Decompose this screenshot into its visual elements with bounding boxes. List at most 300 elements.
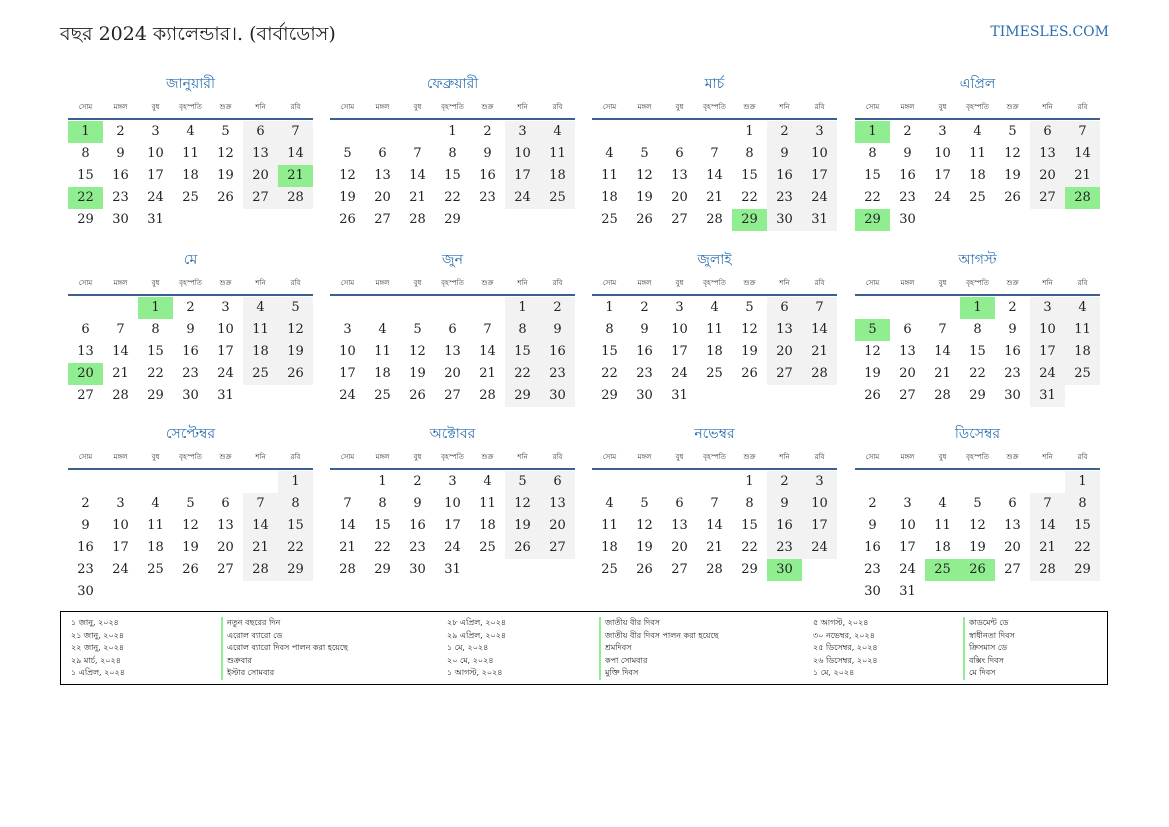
day-cell: 6 — [767, 297, 802, 319]
day-cell: 22 — [1065, 537, 1100, 559]
empty-cell — [890, 297, 925, 319]
weekday-header — [330, 446, 575, 468]
day-cell: 11 — [374, 344, 391, 359]
day-cell: 7 — [116, 322, 125, 337]
day-cell: 3 — [675, 300, 684, 315]
day-cell: 19 — [741, 344, 758, 359]
day-cell: 25 — [374, 388, 391, 403]
day-cell: 19 — [505, 515, 540, 537]
day-cell: 20 — [767, 341, 802, 363]
day-cell: 23 — [636, 366, 653, 381]
day-cell: 29 — [77, 212, 94, 227]
day-cell: 20 — [444, 366, 461, 381]
holiday-name: মুক্তি দিবস — [599, 667, 638, 680]
weekday-label: রবি — [814, 279, 825, 287]
day-cell: 29 — [444, 212, 461, 227]
weekday-label: শুক্র — [481, 279, 494, 287]
day-cell: 10 — [444, 496, 461, 511]
holiday-date: ২৬ ডিসেম্বর, ২০২৪ — [813, 655, 878, 665]
empty-cell — [330, 471, 365, 493]
empty-cell — [400, 297, 435, 319]
weekday-label: মঙ্গল — [375, 279, 390, 287]
day-cell: 30 — [864, 584, 881, 599]
holiday-name: জাতীয় বীর দিবস — [599, 617, 660, 630]
day-cell: 10 — [505, 143, 540, 165]
day-cell: 16 — [767, 515, 802, 537]
weekday-label: শুক্র — [481, 103, 494, 111]
day-cell: 31 — [1030, 385, 1065, 407]
day-cell: 9 — [540, 319, 575, 341]
weekday-label: শনি — [779, 279, 790, 287]
day-cell: 31 — [899, 584, 916, 599]
day-cell: 5 — [973, 496, 982, 511]
day-cell: 25 — [479, 540, 496, 555]
day-cell: 20 — [374, 190, 391, 205]
weekday-label: রবি — [814, 103, 825, 111]
holiday-date: ১ আগস্ট, ২০২৪ — [447, 668, 503, 677]
day-cell: 15 — [147, 344, 164, 359]
day-cell: 23 — [540, 363, 575, 385]
month-name: আগস্ট — [958, 252, 997, 268]
day-grid — [855, 471, 1100, 603]
day-cell: 14 — [802, 319, 837, 341]
empty-cell — [662, 471, 697, 493]
weekday-label: বুধ — [151, 279, 160, 287]
day-cell: 24 — [147, 190, 164, 205]
day-cell: 25 — [601, 212, 618, 227]
month-name: সেপ্টেম্বর — [165, 426, 216, 442]
day-cell: 17 — [147, 168, 164, 183]
weekday-label: রবি — [1077, 453, 1088, 461]
day-cell: 15 — [77, 168, 94, 183]
day-cell: 8 — [745, 146, 754, 161]
day-cell: 28 — [409, 212, 426, 227]
day-cell: 1 — [745, 474, 754, 489]
day-cell: 10 — [802, 143, 837, 165]
month-name: জুন — [442, 252, 463, 268]
weekday-label: বৃহস্পতি — [703, 103, 726, 111]
day-cell: 6 — [81, 322, 90, 337]
day-cell: 2 — [540, 297, 575, 319]
day-cell: 13 — [540, 493, 575, 515]
day-cell: 28 — [706, 562, 723, 577]
day-cell: 18 — [601, 540, 618, 555]
day-cell: 24 — [444, 540, 461, 555]
day-cell: 22 — [147, 366, 164, 381]
empty-cell — [365, 297, 400, 319]
weekday-label: বুধ — [675, 103, 684, 111]
day-cell: 8 — [745, 496, 754, 511]
day-cell: 6 — [903, 322, 912, 337]
day-cell: 15 — [374, 518, 391, 533]
day-cell: 11 — [243, 319, 278, 341]
weekday-label: শুক্র — [1006, 279, 1019, 287]
day-cell: 6 — [675, 496, 684, 511]
day-cell: 4 — [540, 121, 575, 143]
day-cell: 22 — [741, 540, 758, 555]
empty-cell — [173, 471, 208, 493]
day-cell: 19 — [217, 168, 234, 183]
holiday-name: বক্সিং দিবস — [963, 655, 1004, 668]
day-cell: 29 — [278, 559, 313, 581]
empty-cell — [995, 471, 1030, 493]
weekday-label: রবি — [1077, 103, 1088, 111]
day-cell: 21 — [409, 190, 426, 205]
day-cell: 12 — [1004, 146, 1021, 161]
month-calendar — [855, 248, 1100, 407]
site-link[interactable]: TIMESLES.COM — [990, 24, 1109, 40]
holiday-date: ২৯ মার্চ, ২০২৪ — [71, 655, 121, 665]
day-cell: 17 — [1030, 341, 1065, 363]
weekday-label: বৃহস্পতি — [966, 103, 989, 111]
day-cell: 23 — [767, 187, 802, 209]
day-cell: 24 — [339, 388, 356, 403]
day-cell: 18 — [147, 540, 164, 555]
day-cell: 20 — [671, 190, 688, 205]
header-rule — [855, 118, 1100, 120]
day-cell: 19 — [1004, 168, 1021, 183]
day-cell: 11 — [1065, 319, 1100, 341]
weekday-label: সোম — [602, 453, 617, 461]
empty-cell — [855, 297, 890, 319]
day-cell: 21 — [112, 366, 129, 381]
day-cell: 30 — [112, 212, 129, 227]
holiday-name: নতুন বছরের দিন — [221, 617, 280, 630]
day-cell: 16 — [182, 344, 199, 359]
weekday-label: শনি — [255, 453, 266, 461]
weekday-header — [330, 272, 575, 294]
holiday-date: ২০ মে, ২০২৪ — [447, 655, 494, 665]
day-cell: 3 — [343, 322, 352, 337]
weekday-label: মঙ্গল — [375, 453, 390, 461]
empty-cell — [925, 297, 960, 319]
holiday-date: ২৫ ডিসেম্বর, ২০২৪ — [813, 643, 878, 652]
weekday-label: বুধ — [938, 453, 947, 461]
day-cell: 12 — [969, 518, 986, 533]
day-cell: 26 — [278, 363, 313, 385]
holiday-day-cell: 5 — [855, 319, 890, 341]
day-cell: 29 — [741, 562, 758, 577]
day-cell: 26 — [636, 212, 653, 227]
weekday-header — [855, 272, 1100, 294]
day-cell: 28 — [479, 388, 496, 403]
day-cell: 26 — [636, 562, 653, 577]
day-cell: 5 — [1008, 124, 1017, 139]
day-cell: 10 — [112, 518, 129, 533]
weekday-label: শনি — [517, 103, 528, 111]
day-cell: 17 — [899, 540, 916, 555]
day-cell: 20 — [540, 515, 575, 537]
day-cell: 22 — [444, 190, 461, 205]
day-cell: 7 — [1065, 121, 1100, 143]
day-cell: 29 — [1065, 559, 1100, 581]
day-cell: 15 — [969, 344, 986, 359]
day-cell: 9 — [640, 322, 649, 337]
day-cell: 23 — [77, 562, 94, 577]
day-cell: 10 — [217, 322, 234, 337]
weekday-label: বুধ — [938, 103, 947, 111]
day-cell: 30 — [899, 212, 916, 227]
holiday-day-cell: 25 — [925, 559, 960, 581]
holiday-date: ১ এপ্রিল, ২০২৪ — [71, 668, 125, 677]
month-calendar — [330, 248, 575, 407]
header-rule — [855, 294, 1100, 296]
day-cell: 4 — [378, 322, 387, 337]
day-cell: 19 — [636, 540, 653, 555]
day-cell: 7 — [802, 297, 837, 319]
holiday-list — [60, 611, 1108, 685]
weekday-label: শুক্র — [743, 103, 756, 111]
day-cell: 25 — [706, 366, 723, 381]
weekday-label: বুধ — [675, 279, 684, 287]
day-cell: 9 — [868, 518, 877, 533]
empty-cell — [103, 297, 138, 319]
month-name: জানুয়ারী — [166, 76, 215, 92]
day-cell: 21 — [1065, 165, 1100, 187]
day-cell: 26 — [217, 190, 234, 205]
day-cell: 10 — [899, 518, 916, 533]
day-cell: 27 — [899, 388, 916, 403]
day-cell: 24 — [899, 562, 916, 577]
day-cell: 19 — [182, 540, 199, 555]
day-cell: 5 — [413, 322, 422, 337]
day-cell: 17 — [339, 366, 356, 381]
day-cell: 31 — [444, 562, 461, 577]
day-cell: 12 — [636, 518, 653, 533]
holiday-name: কপা সোমবার — [599, 655, 647, 668]
day-cell: 21 — [339, 540, 356, 555]
day-cell: 17 — [934, 168, 951, 183]
day-cell: 31 — [217, 388, 234, 403]
day-cell: 8 — [448, 146, 457, 161]
day-cell: 4 — [973, 124, 982, 139]
day-cell: 19 — [278, 341, 313, 363]
month-calendar — [330, 72, 575, 231]
day-cell: 14 — [278, 143, 313, 165]
day-cell: 1 — [448, 124, 457, 139]
header-rule — [330, 294, 575, 296]
day-cell: 18 — [706, 344, 723, 359]
day-cell: 25 — [969, 190, 986, 205]
holiday-name: শুক্রবার — [221, 655, 252, 668]
weekday-header — [68, 446, 313, 468]
weekday-label: বুধ — [151, 453, 160, 461]
day-cell: 2 — [483, 124, 492, 139]
empty-cell — [68, 471, 103, 493]
month-name: মার্চ — [704, 76, 725, 92]
day-cell: 4 — [483, 474, 492, 489]
header-rule — [592, 118, 837, 120]
day-cell: 7 — [343, 496, 352, 511]
weekday-header — [592, 96, 837, 118]
day-cell: 6 — [540, 471, 575, 493]
day-cell: 28 — [934, 388, 951, 403]
weekday-label: সোম — [340, 103, 355, 111]
day-cell: 9 — [413, 496, 422, 511]
day-cell: 27 — [1004, 562, 1021, 577]
weekday-label: মঙ্গল — [113, 103, 128, 111]
day-cell: 9 — [116, 146, 125, 161]
empty-cell — [697, 471, 732, 493]
day-cell: 20 — [217, 540, 234, 555]
day-cell: 22 — [741, 190, 758, 205]
weekday-label: সোম — [865, 453, 880, 461]
day-cell: 17 — [505, 165, 540, 187]
day-cell: 11 — [934, 518, 951, 533]
day-cell: 6 — [1008, 496, 1017, 511]
weekday-label: শনি — [779, 453, 790, 461]
day-grid — [592, 471, 837, 581]
day-cell: 28 — [802, 363, 837, 385]
empty-cell — [330, 297, 365, 319]
holiday-date: ১ মে, ২০২৪ — [447, 643, 489, 652]
day-cell: 15 — [278, 515, 313, 537]
day-cell: 23 — [182, 366, 199, 381]
weekday-label: রবি — [552, 453, 563, 461]
weekday-label: শুক্র — [743, 279, 756, 287]
day-cell: 10 — [339, 344, 356, 359]
day-cell: 17 — [802, 515, 837, 537]
day-cell: 13 — [1004, 518, 1021, 533]
day-cell: 20 — [1030, 165, 1065, 187]
weekday-label: সোম — [602, 103, 617, 111]
header-rule — [592, 294, 837, 296]
day-cell: 14 — [409, 168, 426, 183]
day-cell: 19 — [339, 190, 356, 205]
empty-cell — [400, 121, 435, 143]
day-cell: 2 — [640, 300, 649, 315]
weekday-label: বুধ — [151, 103, 160, 111]
day-cell: 26 — [339, 212, 356, 227]
weekday-label: সোম — [78, 279, 93, 287]
holiday-name: ক্রিসমাস ডে — [963, 642, 1007, 655]
day-cell: 13 — [1030, 143, 1065, 165]
day-cell: 28 — [706, 212, 723, 227]
day-grid — [855, 121, 1100, 231]
day-cell: 16 — [767, 165, 802, 187]
weekday-label: রবি — [552, 103, 563, 111]
day-cell: 14 — [112, 344, 129, 359]
day-cell: 14 — [706, 518, 723, 533]
day-cell: 21 — [802, 341, 837, 363]
day-cell: 3 — [802, 121, 837, 143]
weekday-label: শুক্র — [219, 453, 232, 461]
day-cell: 1 — [505, 297, 540, 319]
weekday-label: বৃহস্পতি — [179, 103, 202, 111]
weekday-label: সোম — [78, 453, 93, 461]
day-cell: 18 — [601, 190, 618, 205]
day-cell: 22 — [864, 190, 881, 205]
day-cell: 9 — [767, 143, 802, 165]
day-cell: 23 — [1004, 366, 1021, 381]
day-cell: 3 — [505, 121, 540, 143]
day-cell: 26 — [864, 388, 881, 403]
day-cell: 19 — [969, 540, 986, 555]
header-rule — [68, 118, 313, 120]
empty-cell — [627, 121, 662, 143]
day-cell: 4 — [186, 124, 195, 139]
day-cell: 11 — [147, 518, 164, 533]
day-cell: 14 — [1065, 143, 1100, 165]
day-cell: 27 — [540, 537, 575, 559]
header-rule — [68, 294, 313, 296]
day-cell: 22 — [505, 363, 540, 385]
day-cell: 9 — [1008, 322, 1017, 337]
holiday-day-cell: 28 — [1065, 187, 1100, 209]
day-cell: 20 — [899, 366, 916, 381]
day-cell: 13 — [243, 143, 278, 165]
day-cell: 11 — [601, 518, 618, 533]
month-calendar — [592, 422, 837, 581]
day-cell: 8 — [1065, 493, 1100, 515]
day-cell: 13 — [374, 168, 391, 183]
day-cell: 27 — [767, 363, 802, 385]
day-cell: 26 — [505, 537, 540, 559]
day-cell: 7 — [243, 493, 278, 515]
day-cell: 16 — [409, 518, 426, 533]
day-cell: 3 — [221, 300, 230, 315]
day-cell: 25 — [601, 562, 618, 577]
day-cell: 1 — [378, 474, 387, 489]
month-calendar — [592, 248, 837, 407]
weekday-label: বুধ — [413, 453, 422, 461]
day-cell: 22 — [278, 537, 313, 559]
day-cell: 22 — [969, 366, 986, 381]
day-cell: 15 — [741, 168, 758, 183]
weekday-label: মঙ্গল — [637, 103, 652, 111]
weekday-label: সোম — [602, 279, 617, 287]
weekday-label: মঙ্গল — [637, 279, 652, 287]
day-cell: 3 — [802, 471, 837, 493]
weekday-label: শনি — [255, 103, 266, 111]
day-cell: 19 — [636, 190, 653, 205]
day-cell: 27 — [77, 388, 94, 403]
day-cell: 12 — [864, 344, 881, 359]
day-cell: 7 — [483, 322, 492, 337]
day-cell: 31 — [147, 212, 164, 227]
day-cell: 25 — [243, 363, 278, 385]
day-cell: 15 — [1065, 515, 1100, 537]
holiday-day-cell: 1 — [855, 121, 890, 143]
day-cell: 16 — [636, 344, 653, 359]
month-calendar — [68, 422, 313, 603]
weekday-label: শনি — [517, 453, 528, 461]
weekday-label: বৃহস্পতি — [703, 279, 726, 287]
day-cell: 24 — [217, 366, 234, 381]
weekday-header — [68, 272, 313, 294]
day-cell: 10 — [934, 146, 951, 161]
holiday-date: ৩০ নভেম্বর, ২০২৪ — [813, 630, 875, 640]
day-cell: 19 — [864, 366, 881, 381]
day-cell: 24 — [505, 187, 540, 209]
day-cell: 20 — [1004, 540, 1021, 555]
day-cell: 25 — [182, 190, 199, 205]
day-cell: 1 — [745, 124, 754, 139]
day-cell: 8 — [278, 493, 313, 515]
weekday-label: রবি — [290, 453, 301, 461]
header-rule — [592, 468, 837, 470]
holiday-name: কাডমেন্ট ডে — [963, 617, 1008, 630]
day-cell: 5 — [640, 496, 649, 511]
day-cell: 20 — [243, 165, 278, 187]
holiday-day-cell: 1 — [138, 297, 173, 319]
day-cell: 2 — [767, 121, 802, 143]
day-cell: 15 — [444, 168, 461, 183]
day-cell: 22 — [601, 366, 618, 381]
weekday-label: মঙ্গল — [900, 453, 915, 461]
day-cell: 28 — [243, 559, 278, 581]
day-cell: 11 — [182, 146, 199, 161]
